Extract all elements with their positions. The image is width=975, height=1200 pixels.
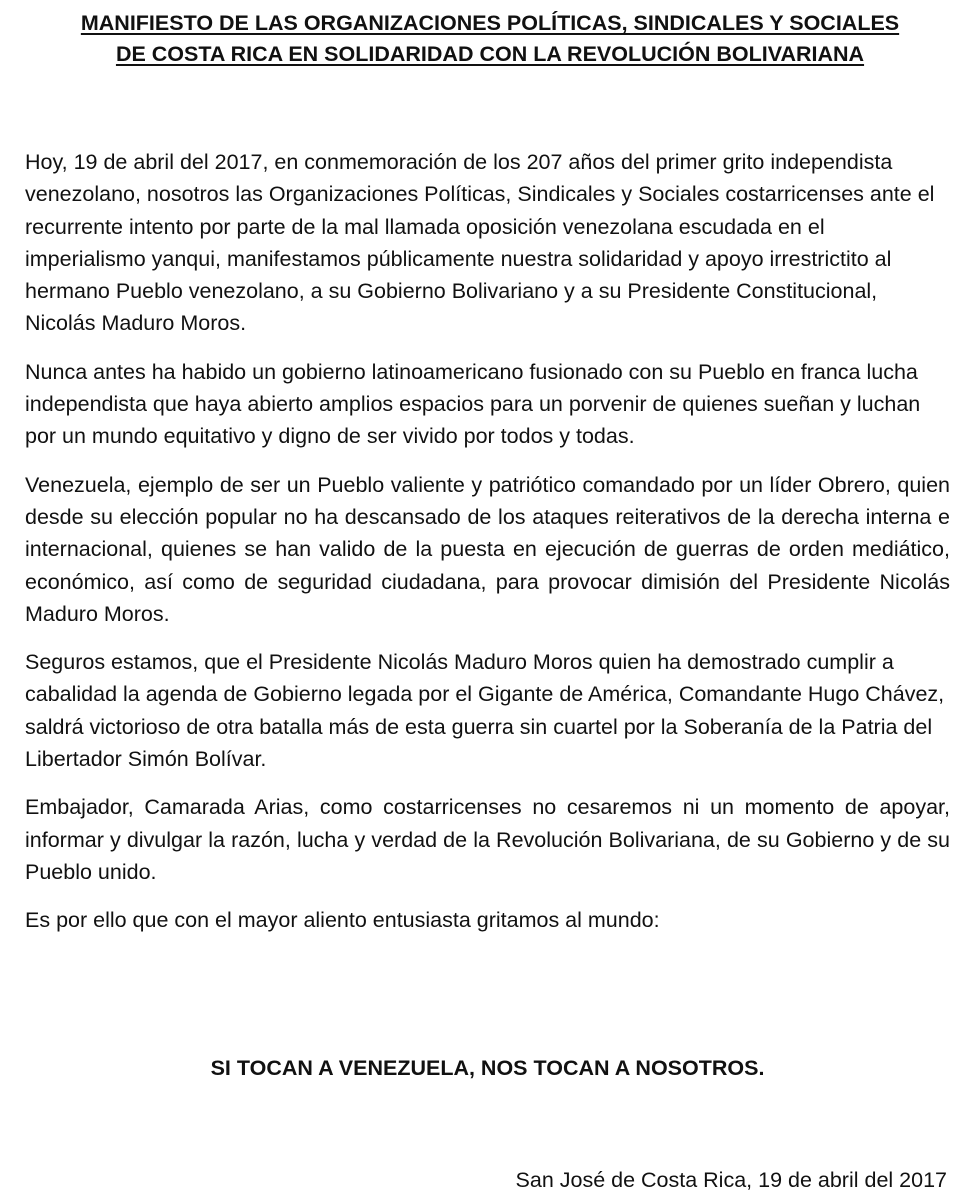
paragraph-6: Es por ello que con el mayor aliento entusiasta gritamos al mundo: — [25, 908, 660, 933]
place-date-signature: San José de Costa Rica, 19 de abril del 2017 — [515, 1168, 947, 1192]
paragraph-1: Hoy, 19 de abril del 2017, en conmemoración de los 207 años del primer grito independista venezolano, nosotros las Organizaciones Políticas, Sindicales y Sociales costarricenses ante el recurrente intento por parte de la mal llamada oposición venezolana escudada en el imperialismo yanqui, manifestamos públicamente nuestra solidaridad y apoyo irrestrictito al hermano Pueblo venezolano, a su Gobierno Bolivariano y a su Presidente Constitucional, Nicolás Maduro Moros. — [25, 150, 935, 336]
paragraph-3: Venezuela, ejemplo de ser un Pueblo valiente y patriótico comandado por un líder Obrero, quien desde su elección popular no ha descansado de los ataques reiterativos de la derecha interna e internacional, quienes se han valido de la puesta en ejecución de guerras de orden mediático, económico, así como de seguridad ciudadana, para provocar dimisión del Presidente Nicolás Maduro Moros. — [25, 472, 950, 626]
document-title-line-2: DE COSTA RICA EN SOLIDARIDAD CON LA REVOLUCIÓN BOLIVARIANA — [115, 42, 865, 66]
document-body — [25, 146, 950, 953]
paragraph-4: Seguros estamos, que el Presidente Nicolás Maduro Moros quien ha demostrado cumplir a cabalidad la agenda de Gobierno legada por el Gigante de América, Comandante Hugo Chávez, saldrá victorioso de otra batalla más de esta guerra sin cuartel por la Soberanía de la Patria del Libertador Simón Bolívar. — [25, 650, 945, 772]
paragraph-5: Embajador, Camarada Arias, como costarricenses no cesaremos ni un momento de apoyar, informar y divulgar la razón, lucha y verdad de la Revolución Bolivariana, de su Gobierno y de su Pueblo unido. — [25, 795, 950, 884]
document-title — [20, 8, 960, 70]
paragraph-2: Nunca antes ha habido un gobierno latinoamericano fusionado con su Pueblo en franca lucha independista que haya abierto amplios espacios para un porvenir de quienes sueñan y luchan por un mundo equitativo y digno de ser vivido por todos y todas. — [25, 359, 921, 449]
document-title-line-1: MANIFIESTO DE LAS ORGANIZACIONES POLÍTICAS, SINDICALES Y SOCIALES — [80, 11, 900, 35]
slogan: SI TOCAN A VENEZUELA, NOS TOCAN A NOSOTROS. — [210, 1056, 765, 1080]
